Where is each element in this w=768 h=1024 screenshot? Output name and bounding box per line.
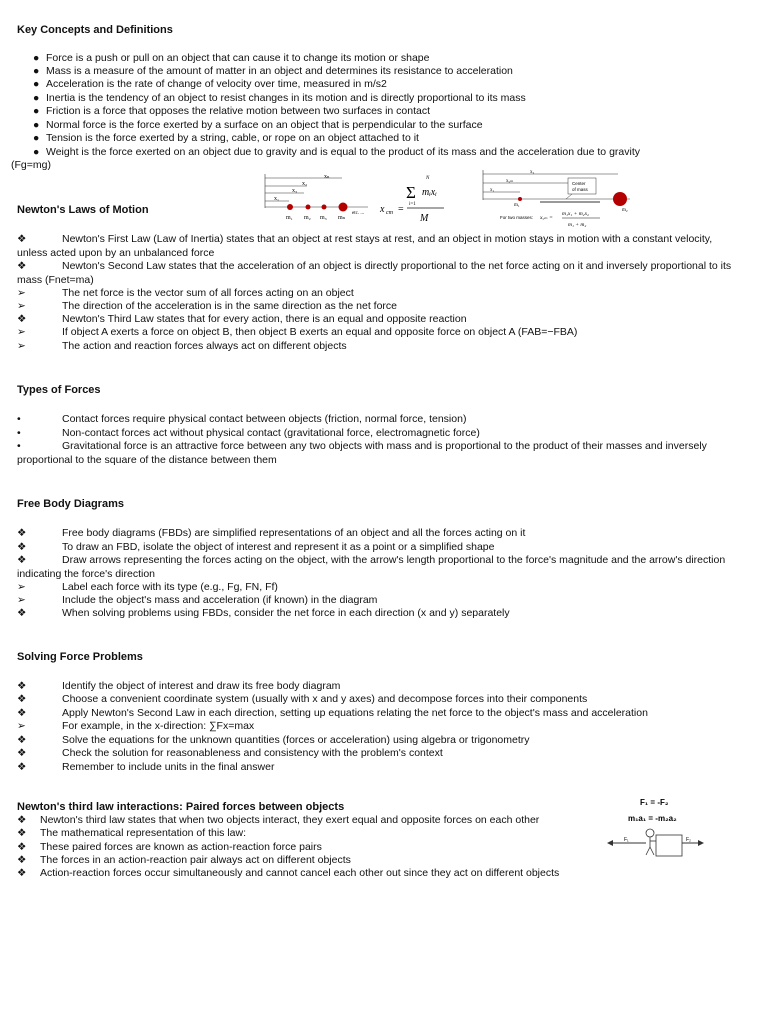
list-item: ❖ Free body diagrams (FBDs) are simplified representations of an object and all the forces acting on it	[17, 527, 526, 539]
diamond-bullet-icon: ❖	[17, 233, 27, 245]
formula-equals: =	[398, 204, 404, 215]
list-item-continuation: (Fg=mg)	[11, 159, 51, 171]
list-item: ❖ The mathematical representation of this law:	[17, 827, 247, 839]
list-item: ❖ Newton's Second Law states that the acceleration of an object is directly proportional to the net force acting on it and inversely proportional to its mass (Fnet=ma)	[17, 260, 732, 286]
box-object	[656, 835, 682, 856]
diamond-bullet-icon: ❖	[17, 527, 27, 539]
list-item: ● Force is a push or pull on an object that can cause it to change its motion or shape	[33, 52, 430, 64]
bullet-icon: ●	[33, 78, 40, 90]
list-item: • Non-contact forces act without physical contact (gravitational force, electromagnetic force)	[17, 427, 480, 439]
section-title-free-body-diagrams: Free Body Diagrams	[17, 498, 124, 510]
diamond-bullet-icon: ❖	[17, 554, 27, 566]
diamond-bullet-icon: ❖	[17, 693, 27, 705]
list-item: • Gravitational force is an attractive force between any two objects with mass and is proportional to the product of their masses and inversely proportional to the square of the distance between them	[17, 440, 707, 466]
center-box-line-1: Center	[572, 181, 586, 186]
third-law-eq2: m₁a₁ = -m₂a₂	[628, 814, 677, 823]
diamond-bullet-icon: ❖	[17, 680, 27, 692]
label-xcm: x꜀ₘ	[506, 179, 514, 184]
label-x3: x₃	[292, 188, 298, 194]
center-box-line-2: of mass	[572, 187, 588, 192]
section-title-solving-force-problems: Solving Force Problems	[17, 651, 143, 663]
formula-sigma: Σ	[406, 183, 416, 202]
arrow-bullet-icon: ➢	[17, 594, 26, 606]
mass-2	[306, 205, 311, 210]
bullet-icon: •	[17, 413, 21, 425]
label-x2: x₂	[302, 181, 308, 187]
mass-2	[613, 192, 627, 206]
two-mass-denominator: m₁ + m₂	[568, 222, 587, 228]
list-item: ❖ Remember to include units in the final answer	[17, 761, 275, 773]
list-item: ❖ These paired forces are known as action-reaction force pairs	[17, 841, 322, 853]
diamond-bullet-icon: ❖	[17, 707, 27, 719]
force-f2-label: F₂	[686, 837, 691, 843]
list-item: ● Inertia is the tendency of an object to resist changes in its motion and is directly proportional to its mass	[33, 92, 526, 104]
label-m2: m₂	[622, 208, 628, 213]
two-mass-numerator: m₁x₁ + m₂x₂	[562, 211, 589, 217]
mass-1	[518, 197, 522, 201]
bullet-icon: ●	[33, 132, 40, 144]
center-of-mass-formula-figure	[378, 172, 450, 224]
bullet-icon: ●	[33, 65, 40, 77]
bullet-icon: •	[17, 427, 21, 439]
list-item: ➢ Include the object's mass and acceleration (if known) in the diagram	[17, 594, 378, 606]
list-item: ❖ When solving problems using FBDs, consider the net force in each direction (x and y) separately	[17, 607, 510, 619]
label-x1: x₁	[490, 188, 495, 193]
bullet-icon: ●	[33, 105, 40, 117]
label-m1: m₁	[514, 203, 520, 208]
two-mass-figure	[480, 168, 632, 230]
diamond-bullet-icon: ❖	[17, 867, 27, 879]
label-mn: mₙ	[338, 215, 346, 221]
list-item: • Contact forces require physical contact between objects (friction, normal force, tension)	[17, 413, 467, 425]
two-mass-caption: For two masses:	[500, 215, 534, 220]
section-title-types-of-forces: Types of Forces	[17, 384, 101, 396]
label-x2: x₂	[530, 170, 535, 175]
section-title-key-concepts: Key Concepts and Definitions	[17, 24, 173, 36]
list-item: ➢ The action and reaction forces always act on different objects	[17, 340, 347, 352]
formula-top: N	[426, 176, 430, 181]
list-item: ● Normal force is the force exerted by a surface on an object that is perpendicular to the surface	[33, 119, 483, 131]
diamond-bullet-icon: ❖	[17, 313, 27, 325]
list-item: ❖ Action-reaction forces occur simultaneously and cannot cancel each other out since they act on different objects	[17, 867, 560, 879]
label-m1: m₁	[286, 215, 293, 221]
list-item: ➢ If object A exerts a force on object B, then object B exerts an equal and opposite force on object A (FAB=−FBA)	[17, 326, 578, 338]
list-item: ❖ Newton's third law states that when two objects interact, they exert equal and opposite forces on each other	[17, 814, 540, 826]
formula-lhs-sub: cm	[386, 210, 393, 216]
section-title-third-law-interactions: Newton's third law interactions: Paired forces between objects	[17, 801, 345, 813]
diamond-bullet-icon: ❖	[17, 841, 27, 853]
list-item: ➢ For example, in the x-direction: ∑Fx=max	[17, 720, 255, 732]
list-item: ➢ The net force is the vector sum of all forces acting on an object	[17, 287, 354, 299]
third-law-figure	[606, 795, 706, 859]
diamond-bullet-icon: ❖	[17, 607, 27, 619]
mass-3	[322, 205, 327, 210]
bullet-icon: •	[17, 440, 21, 452]
list-item: ● Friction is a force that opposes the relative motion between two surfaces in contact	[33, 105, 431, 117]
center-of-mass-chain-figure	[262, 172, 372, 224]
list-item: ❖ Solve the equations for the unknown quantities (forces or acceleration) using algebra or trigonometry	[17, 734, 530, 746]
list-item: ❖ Newton's First Law (Law of Inertia) states that an object at rest stays at rest, and an object in motion stays in motion with a constant velocity, unless acted upon by an unbalanced force	[17, 233, 713, 259]
list-item: ❖ Apply Newton's Second Law in each direction, setting up equations relating the net force to the object's mass and acceleration	[17, 707, 648, 719]
diamond-bullet-icon: ❖	[17, 541, 27, 553]
list-item: ● Weight is the force exerted on an object due to gravity and is equal to the product of its mass and the acceleration due to gravity	[33, 146, 640, 158]
mass-1	[287, 204, 293, 210]
mass-n	[339, 203, 348, 212]
list-item: ❖ Draw arrows representing the forces acting on the object, with the arrow's length proportional to the force's magnitude and the arrow's direction indicating the force's direction	[17, 554, 726, 580]
diamond-bullet-icon: ❖	[17, 827, 27, 839]
list-item: ➢ Label each force with its type (e.g., Fg, FN, Ff)	[17, 581, 278, 593]
diamond-bullet-icon: ❖	[17, 761, 27, 773]
arrow-bullet-icon: ➢	[17, 300, 26, 312]
arrow-bullet-icon: ➢	[17, 326, 26, 338]
bullet-icon: ●	[33, 92, 40, 104]
diamond-bullet-icon: ❖	[17, 854, 27, 866]
formula-lhs: x	[380, 204, 385, 215]
formula-term: mᵢxᵢ	[422, 187, 437, 198]
list-item: ● Mass is a measure of the amount of matter in an object and determines its resistance to acceleration	[33, 65, 513, 77]
label-xn: xₙ	[324, 174, 330, 180]
bullet-icon: ●	[33, 52, 40, 64]
list-item: ❖ Newton's Third Law states that for every action, there is an equal and opposite reaction	[17, 313, 467, 325]
label-m3: m₃	[320, 215, 327, 221]
arrow-bullet-icon: ➢	[17, 340, 26, 352]
diamond-bullet-icon: ❖	[17, 747, 27, 759]
bullet-icon: ●	[33, 146, 40, 158]
list-item: ➢ The direction of the acceleration is in the same direction as the net force	[17, 300, 398, 312]
list-item: ❖ To draw an FBD, isolate the object of interest and represent it as a point or a simplified shape	[17, 541, 495, 553]
arrow-bullet-icon: ➢	[17, 287, 26, 299]
person-head	[646, 829, 654, 837]
diamond-bullet-icon: ❖	[17, 734, 27, 746]
section-title-newtons-laws: Newton's Laws of Motion	[17, 204, 149, 216]
list-item: ● Tension is the force exerted by a string, cable, or rope on an object attached to it	[33, 132, 419, 144]
label-etc: etc. ...	[352, 211, 365, 216]
formula-bottom: i=1	[409, 202, 416, 207]
list-item: ❖ The forces in an action-reaction pair always act on different objects	[17, 854, 351, 866]
label-m2: m₂	[304, 215, 311, 221]
third-law-eq1: F₁ = -F₂	[640, 798, 669, 807]
diamond-bullet-icon: ❖	[17, 814, 27, 826]
bullet-icon: ●	[33, 119, 40, 131]
label-x1: x₁	[274, 196, 280, 202]
list-item: ❖ Choose a convenient coordinate system (usually with x and y axes) and decompose forces into their components	[17, 693, 588, 705]
arrow-bullet-icon: ➢	[17, 720, 26, 732]
list-item: ● Acceleration is the rate of change of velocity over time, measured in m/s2	[33, 78, 387, 90]
arrow-bullet-icon: ➢	[17, 581, 26, 593]
diamond-bullet-icon: ❖	[17, 260, 27, 272]
two-mass-formula-lhs: x꜀ₘ =	[540, 215, 553, 221]
force-f1-label: F₁	[624, 837, 629, 843]
list-item: ❖ Check the solution for reasonableness and consistency with the problem's context	[17, 747, 443, 759]
formula-denominator: M	[420, 213, 429, 224]
list-item: ❖ Identify the object of interest and draw its free body diagram	[17, 680, 341, 692]
